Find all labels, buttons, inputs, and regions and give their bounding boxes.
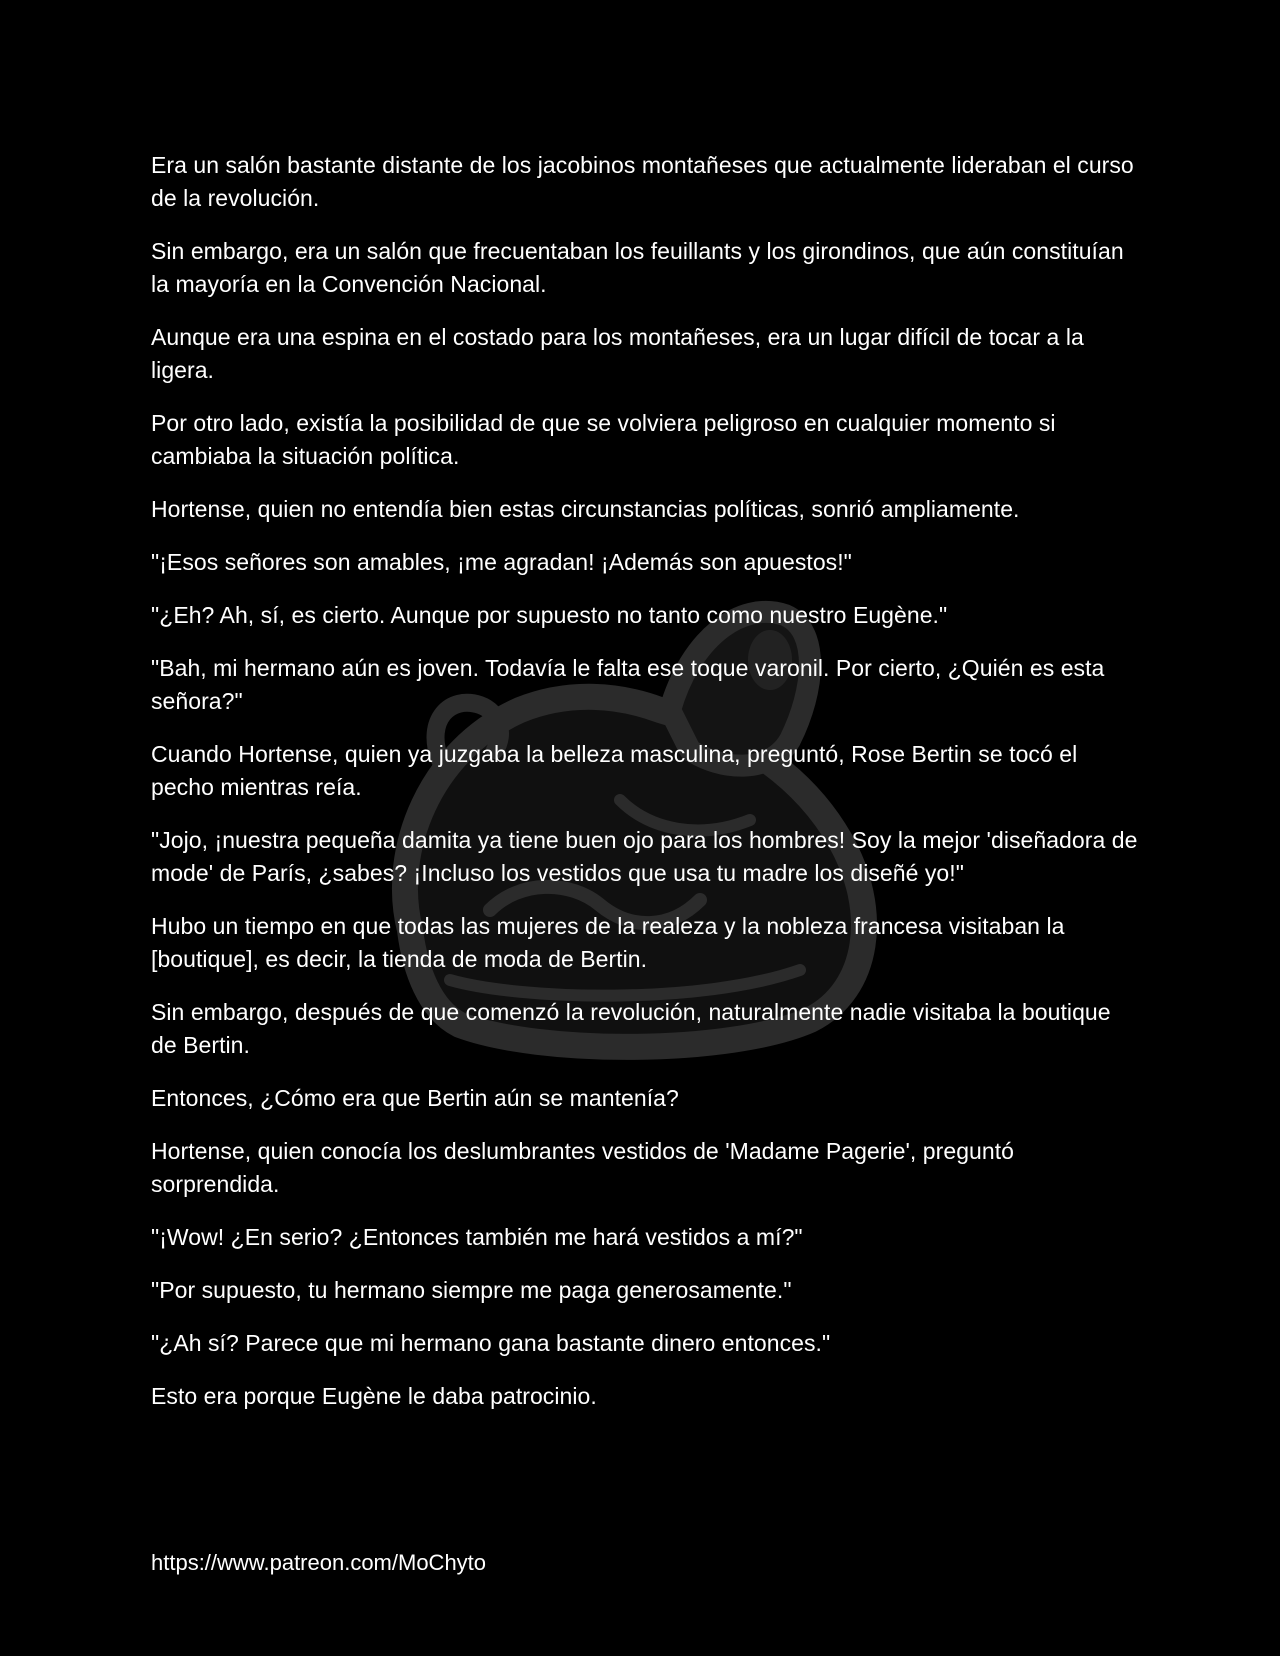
- paragraph-2: Sin embargo, era un salón que frecuentaban los feuillants y los girondinos, que aún constituían la mayoría en la Convención Nacional.: [151, 238, 1124, 297]
- paragraph-4: Por otro lado, existía la posibilidad de que se volviera peligroso en cualquier momento si cambiaba la situación política.: [151, 410, 1056, 469]
- patreon-link[interactable]: https://www.patreon.com/MoChyto: [151, 1550, 487, 1575]
- paragraph-14: Hortense, quien conocía los deslumbrantes vestidos de 'Madame Pagerie', preguntó sorprendida.: [151, 1138, 1015, 1197]
- paragraph-8: "Bah, mi hermano aún es joven. Todavía le falta ese toque varonil. Por cierto, ¿Quién es esta señora?": [151, 655, 1105, 714]
- paragraph-9: Cuando Hortense, quien ya juzgaba la belleza masculina, preguntó, Rose Bertin se tocó el pecho mientras reía.: [151, 741, 1078, 800]
- paragraph-15: "¡Wow! ¿En serio? ¿Entonces también me hará vestidos a mí?": [151, 1224, 803, 1250]
- paragraph-3: Aunque era una espina en el costado para los montañeses, era un lugar difícil de tocar a la ligera.: [151, 324, 1084, 383]
- paragraph-12: Sin embargo, después de que comenzó la revolución, naturalmente nadie visitaba la boutique de Bertin.: [151, 999, 1111, 1058]
- paragraph-11: Hubo un tiempo en que todas las mujeres de la realeza y la nobleza francesa visitaban la [boutique], es decir, la tienda de moda de Bertin.: [151, 913, 1065, 972]
- chapter-text: [151, 149, 1141, 1433]
- paragraph-7: "¿Eh? Ah, sí, es cierto. Aunque por supuesto no tanto como nuestro Eugène.": [151, 602, 948, 628]
- paragraph-6: "¡Esos señores son amables, ¡me agradan! ¡Además son apuestos!": [151, 549, 852, 575]
- paragraph-16: "Por supuesto, tu hermano siempre me paga generosamente.": [151, 1277, 792, 1303]
- paragraph-18: Esto era porque Eugène le daba patrocinio.: [151, 1383, 597, 1409]
- paragraph-13: Entonces, ¿Cómo era que Bertin aún se mantenía?: [151, 1085, 679, 1111]
- paragraph-10: "Jojo, ¡nuestra pequeña damita ya tiene buen ojo para los hombres! Soy la mejor 'diseñadora de mode' de París, ¿sabes? ¡Incluso los vestidos que usa tu madre los diseñé yo!": [151, 827, 1138, 886]
- paragraph-1: Era un salón bastante distante de los jacobinos montañeses que actualmente lideraban el curso de la revolución.: [151, 152, 1134, 211]
- paragraph-17: "¿Ah sí? Parece que mi hermano gana bastante dinero entonces.": [151, 1330, 831, 1356]
- paragraph-5: Hortense, quien no entendía bien estas circunstancias políticas, sonrió ampliamente.: [151, 496, 1020, 522]
